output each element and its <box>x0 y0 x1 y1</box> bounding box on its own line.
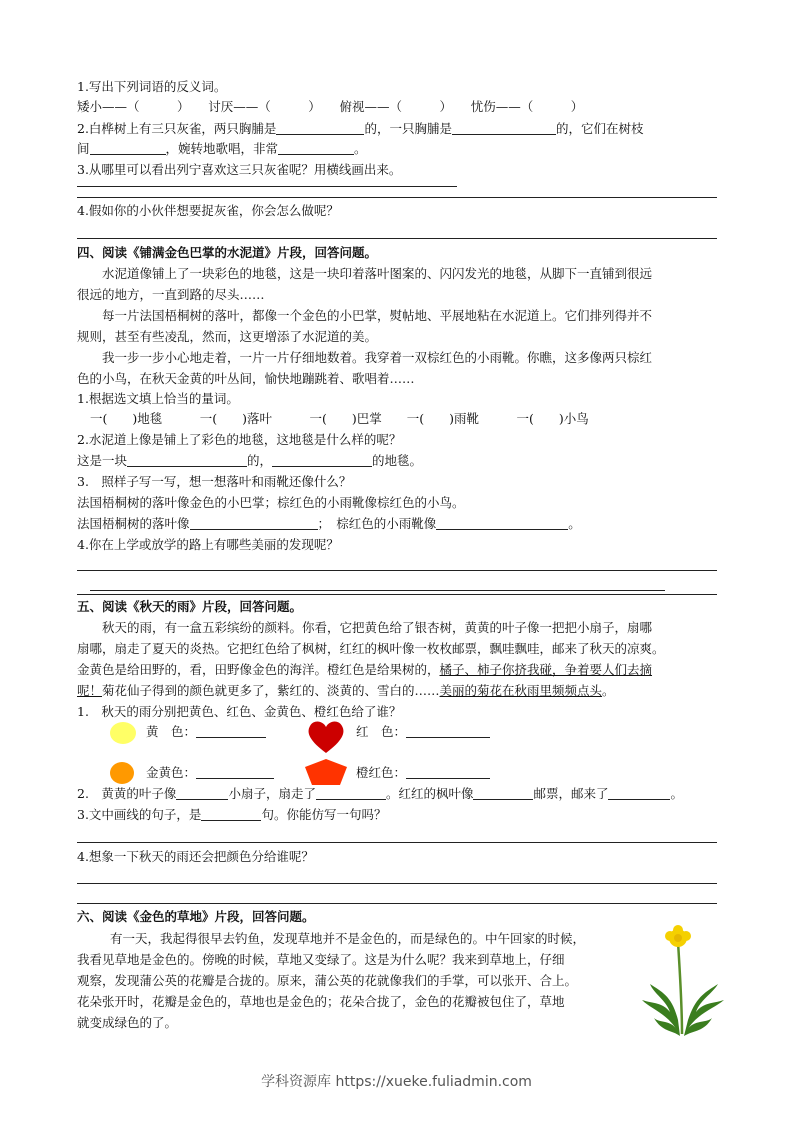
blank[interactable] <box>316 785 386 800</box>
s6-p4: 花朵张开时，花瓣是金色的，草地也是金色的；花朵合拢了，金色的花瓣被包住了，草地 <box>77 994 565 1009</box>
blank[interactable] <box>406 764 490 779</box>
s6-p2: 我看见草地是金色的。傍晚的时候，草地又变绿了。这是为什么呢？我来到草地上，仔细 <box>77 952 565 967</box>
answer-rule[interactable] <box>77 197 717 198</box>
answer-rule[interactable] <box>77 238 717 239</box>
s5-q1: 1. 秋天的雨分别把黄色、红色、金黄色、橙红色给了谁？ <box>77 704 402 719</box>
s3-q2-line1: 2.白桦树上有三只灰雀，两只胸脯是 的，一只胸脯是 的，它们在树枝 <box>77 121 644 136</box>
s4-p3b: 色的小鸟，在秋天金黄的叶丛间，愉快地蹦跳着、歌唱着…… <box>77 371 415 386</box>
s3-q1-line: 矮小——（ ） 讨厌——（ ） 俯视——（ ） 忧伤——（ ） <box>77 99 584 114</box>
s4-p2a: 每一片法国梧桐树的落叶，都像一个金色的小巴掌，熨帖地、平展地粘在水泥道上。它们排列得并不 <box>102 308 653 323</box>
s5-q3: 3.文中画线的句子，是 句。你能仿写一句吗？ <box>77 807 387 822</box>
red-heart-icon <box>306 719 346 755</box>
s5-golden: 金黄色： <box>146 764 274 782</box>
s5-p1: 秋天的雨，有一盒五彩缤纷的颜料。你看，它把黄色给了银杏树，黄黄的叶子像一把把小扇子，扇哪 <box>102 620 653 635</box>
s4-q3-example: 法国梧桐树的落叶像金色的小巴掌；棕红色的小雨靴像棕红色的小鸟。 <box>77 495 465 510</box>
yellow-circle-icon <box>110 722 136 744</box>
s5-title: 五、阅读《秋天的雨》片段，回答问题。 <box>77 599 303 614</box>
s5-q4: 4.想象一下秋天的雨还会把颜色分给谁呢？ <box>77 849 314 864</box>
blank[interactable] <box>190 515 318 530</box>
blank[interactable] <box>176 785 228 800</box>
s4-p1a: 水泥道像铺上了一块彩色的地毯，这是一块印着落叶图案的、闪闪发光的地毯，从脚下一直铺到很远 <box>102 266 653 281</box>
blank[interactable] <box>196 723 266 738</box>
blank[interactable] <box>278 140 354 155</box>
blank[interactable] <box>90 140 166 155</box>
blank[interactable] <box>406 723 490 738</box>
blank[interactable] <box>201 806 261 821</box>
footer-watermark: 学科资源库 https://xueke.fuliadmin.com <box>261 1074 532 1090</box>
s5-q2: 2. 黄黄的叶子像 小扇子，扇走了 。红红的枫叶像 邮票，邮来了 。 <box>77 786 683 801</box>
s4-title: 四、阅读《铺满金色巴掌的水泥道》片段，回答问题。 <box>77 245 378 260</box>
s4-q1: 1.根据选文填上恰当的量词。 <box>77 391 239 406</box>
section-rule <box>77 594 717 595</box>
s6-p1: 有一天，我起得很早去钓鱼，发现草地并不是金色的，而是绿色的。中午回家的时候， <box>110 931 586 946</box>
s4-q2: 2.水泥道上像是铺上了彩色的地毯，这地毯是什么样的呢？ <box>77 432 402 447</box>
s5-p2: 扇哪，扇走了夏天的炎热。它把红色给了枫树，红红的枫叶像一枚枚邮票，飘哇飘哇，邮来了秋天的凉爽。 <box>77 641 665 656</box>
blank[interactable] <box>452 120 556 135</box>
s4-p2b: 规则，甚至有些凌乱，然而，这更增添了水泥道的美。 <box>77 329 378 344</box>
blank[interactable] <box>196 764 274 779</box>
answer-rule[interactable] <box>77 842 717 843</box>
s3-q1: 1.写出下列词语的反义词。 <box>77 79 227 94</box>
blank[interactable] <box>473 785 533 800</box>
blank[interactable] <box>272 452 372 467</box>
s4-q1-line: 一( )地毯 一( )落叶 一( )巴掌 一( )雨靴 一( )小鸟 <box>90 411 589 426</box>
blank[interactable] <box>608 785 670 800</box>
s5-orange: 橙红色： <box>356 764 490 782</box>
s4-q2-answer: 这是一块 的， 的地毯。 <box>77 453 423 468</box>
section-rule <box>77 903 717 904</box>
s5-p3: 金黄色是给田野的，看，田野像金色的海洋。橙红色是给果树的，橘子、柿子你挤我碰，争着要人们去摘 <box>77 662 653 677</box>
orange-pentagon-icon <box>304 758 348 786</box>
answer-rule[interactable] <box>77 883 717 884</box>
s5-red: 红 色： <box>356 723 490 741</box>
s6-p3: 观察，发现蒲公英的花瓣是合拢的。原来，蒲公英的花就像我们的手掌，可以张开、合上。 <box>77 973 578 988</box>
s4-q3-answer: 法国梧桐树的落叶像 ； 棕红色的小雨靴像 。 <box>77 516 581 531</box>
s6-p5: 就变成绿色的了。 <box>77 1015 178 1030</box>
s3-q2-line2: 间 ，婉转地歌唱，非常 。 <box>77 141 367 156</box>
blank[interactable] <box>276 120 364 135</box>
orange-circle-icon <box>110 762 134 784</box>
s3-q3: 3.从哪里可以看出列宁喜欢这三只灰雀呢？用横线画出来。 <box>77 162 402 177</box>
blank[interactable] <box>127 452 247 467</box>
s5-p4: 呢！菊花仙子得到的颜色就更多了，紫红的、淡黄的、雪白的……美丽的菊花在秋雨里频频点头。 <box>77 683 615 698</box>
s4-q3: 3. 照样子写一写，想一想落叶和雨靴还像什么？ <box>77 474 352 489</box>
s4-q4: 4.你在上学或放学的路上有哪些美丽的发现呢？ <box>77 537 339 552</box>
dandelion-icon <box>640 924 726 1038</box>
s5-yellow: 黄 色： <box>146 723 266 741</box>
answer-rule[interactable] <box>90 590 665 591</box>
s4-p1b: 很远的地方，一直到路的尽头…… <box>77 287 265 302</box>
blank[interactable] <box>436 515 568 530</box>
answer-rule[interactable] <box>77 186 457 187</box>
answer-rule[interactable] <box>77 570 717 571</box>
s6-title: 六、阅读《金色的草地》片段，回答问题。 <box>77 909 315 924</box>
s3-q4: 4.假如你的小伙伴想要捉灰雀，你会怎么做呢？ <box>77 203 339 218</box>
s4-p3a: 我一步一步小心地走着，一片一片仔细地数着。我穿着一双棕红色的小雨靴。你瞧，这多像两只棕红 <box>102 350 653 365</box>
